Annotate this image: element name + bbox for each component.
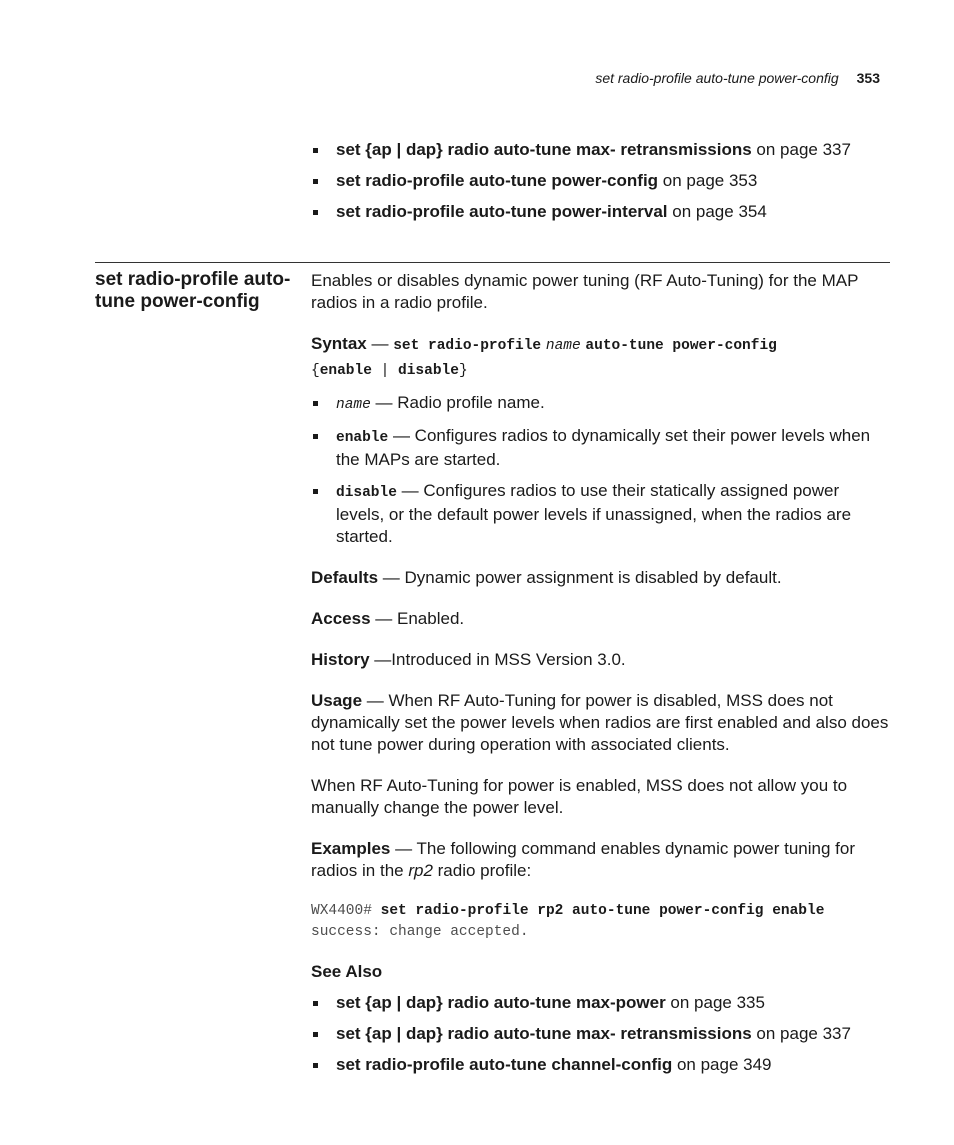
code-prompt: WX4400# [311, 903, 381, 919]
syntax-label: Syntax [311, 334, 367, 353]
examples-text-2: radio profile: [432, 861, 532, 880]
code-command: set radio-profile rp2 auto-tune power-config enable [380, 903, 825, 919]
page-number: 353 [856, 70, 880, 86]
command-link[interactable]: set radio-profile auto-tune power-config [336, 171, 659, 190]
intro-paragraph: Enables or disables dynamic power tuning (RF Auto-Tuning) for the MAP radios in a radio profile. [311, 271, 859, 312]
related-commands-list [311, 139, 901, 232]
param-term: enable [336, 430, 389, 446]
syntax-pipe: | [371, 363, 399, 379]
examples-text: — The following command enables dynamic power tuning for radios in the [311, 839, 855, 880]
running-header [595, 67, 880, 89]
see-also-heading: See Also [311, 962, 383, 981]
bullet-icon [313, 489, 318, 494]
code-output: success: change accepted. [311, 924, 529, 940]
parameter-list [311, 392, 891, 548]
section-heading: set radio-profile auto-tune power-config [95, 269, 291, 312]
list-item [311, 392, 891, 416]
usage-paragraph-2: When RF Auto-Tuning for power is enabled, MSS does not allow you to manually change the power level. [311, 776, 848, 817]
usage-paragraph [311, 690, 891, 756]
page-reference: on page 353 [658, 171, 758, 190]
param-desc: — Configures radios to use their statically assigned power levels, or the default power levels if unassigned, when the radios are started. [336, 481, 852, 546]
command-link[interactable]: set {ap | dap} radio auto-tune max- retransmissions [336, 140, 752, 159]
bullet-icon [313, 1032, 318, 1037]
bullet-icon [313, 1063, 318, 1068]
syntax-brace-close: } [458, 363, 468, 379]
defaults-label: Defaults [311, 568, 379, 587]
page-reference: on page 349 [672, 1055, 772, 1074]
syntax-line [311, 333, 891, 382]
bullet-icon [313, 179, 318, 184]
param-term: disable [336, 485, 397, 501]
page-reference: on page 335 [665, 993, 765, 1012]
usage-text: — When RF Auto-Tuning for power is disabled, MSS does not dynamically set the power levels when radios are first enabled and also does not tune power during operation with associated clients. [311, 691, 889, 754]
section-divider [95, 262, 890, 263]
see-also-list [311, 992, 891, 1076]
command-link[interactable]: set {ap | dap} radio auto-tune max-power [336, 993, 666, 1012]
defaults-paragraph [311, 567, 891, 589]
list-item [311, 170, 901, 192]
access-text: — Enabled. [370, 609, 465, 628]
page-reference: on page 354 [667, 202, 767, 221]
page-reference: on page 337 [751, 1024, 851, 1043]
list-item [311, 139, 901, 161]
section-body [311, 270, 891, 1095]
list-item [311, 1054, 891, 1076]
param-desc: — Radio profile name. [370, 393, 545, 412]
syntax-option-enable: enable [319, 363, 372, 379]
list-item [311, 1023, 891, 1045]
syntax-option-disable: disable [398, 363, 459, 379]
list-item [311, 425, 891, 471]
page-reference: on page 337 [751, 140, 851, 159]
examples-label: Examples [311, 839, 391, 858]
list-item [311, 992, 891, 1014]
syntax-argument: name [545, 338, 581, 354]
syntax-command-rest: auto-tune power-config [585, 338, 777, 354]
bullet-icon [313, 210, 318, 215]
bullet-icon [313, 401, 318, 406]
param-desc: — Configures radios to dynamically set their power levels when the MAPs are started. [336, 426, 871, 469]
command-link[interactable]: set {ap | dap} radio auto-tune max- retransmissions [336, 1024, 752, 1043]
bullet-icon [313, 1001, 318, 1006]
command-link[interactable]: set radio-profile auto-tune channel-config [336, 1055, 673, 1074]
usage-label: Usage [311, 691, 363, 710]
history-paragraph [311, 649, 891, 671]
history-label: History [311, 650, 370, 669]
defaults-text: — Dynamic power assignment is disabled by default. [378, 568, 782, 587]
running-header-title: set radio-profile auto-tune power-config [595, 70, 839, 86]
examples-paragraph [311, 838, 891, 882]
history-text: —Introduced in MSS Version 3.0. [369, 650, 626, 669]
syntax-brace-open: { [311, 363, 320, 379]
access-label: Access [311, 609, 371, 628]
bullet-icon [313, 434, 318, 439]
syntax-dash: — [366, 334, 394, 353]
code-example [311, 901, 891, 943]
access-paragraph [311, 608, 891, 630]
command-link[interactable]: set radio-profile auto-tune power-interval [336, 202, 668, 221]
list-item [311, 480, 891, 548]
syntax-command: set radio-profile [393, 338, 542, 354]
bullet-icon [313, 148, 318, 153]
param-term: name [336, 397, 371, 413]
examples-profile-name: rp2 [408, 861, 433, 880]
list-item [311, 201, 901, 223]
